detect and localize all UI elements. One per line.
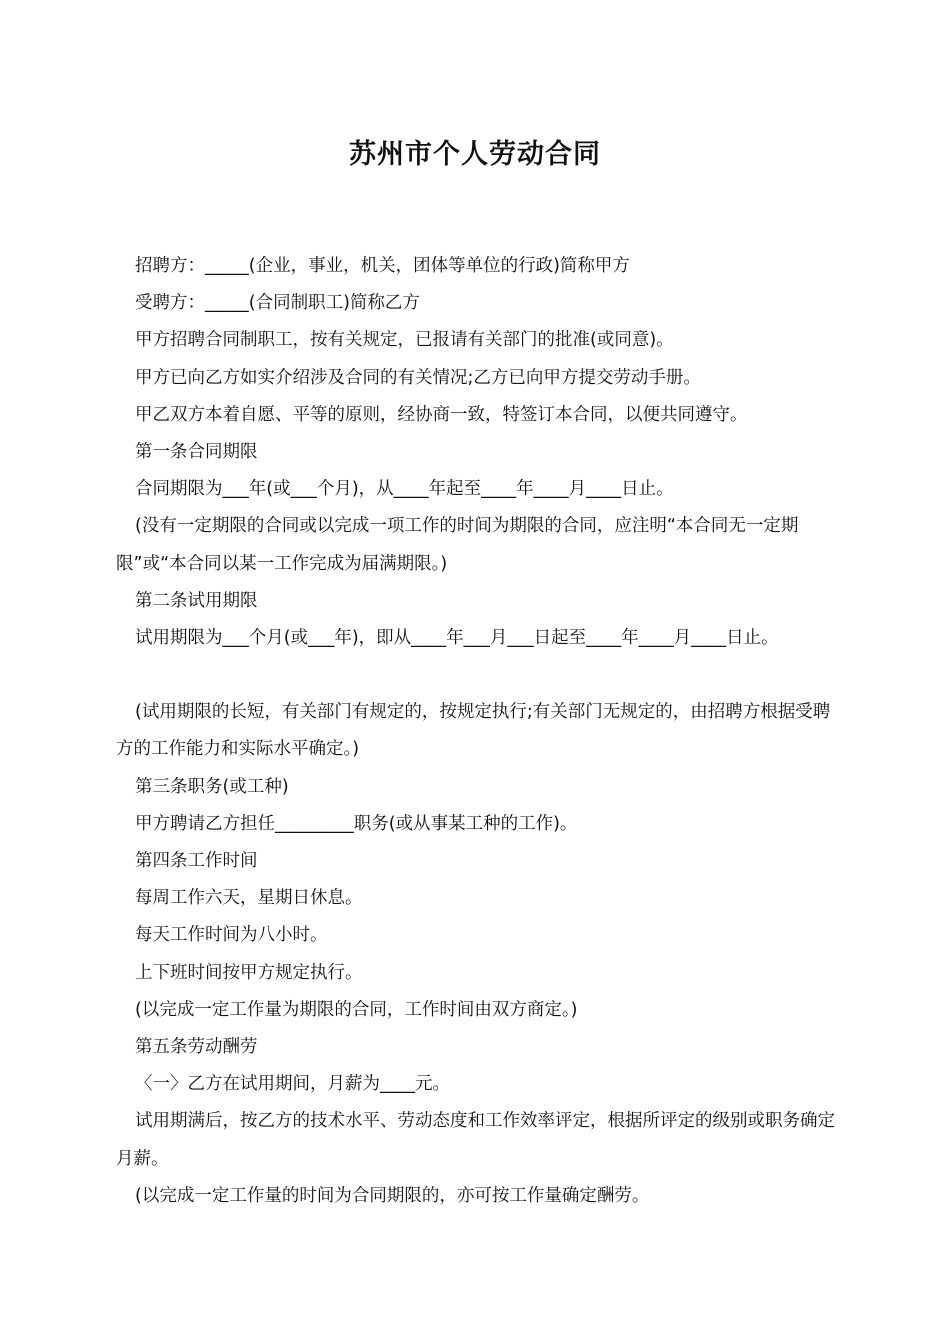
article-2-term: 试用期限为___个月(或___年)，即从____年___月___日起至____年____月____日止。 (135, 628, 779, 649)
article-1-note: (没有一定期限的合同或以完成一项工作的时间为期限的合同，应注明“本合同无一定期限”或“本合同以某一工作完成为届满期限。) (116, 516, 799, 574)
paragraph-agreement: 甲乙双方本着自愿、平等的原则，经协商一致，特签订本合同，以便共同遵守。 (135, 404, 748, 425)
blank-gap (116, 657, 846, 694)
article-2-note: (试用期限的长短，有关部门有规定的，按规定执行;有关部门无规定的，由招聘方根据受聘方的工作能力和实际水平确定。) (116, 702, 831, 760)
article-2-heading: 第二条试用期限 (135, 590, 258, 611)
article-4-note: (以完成一定工作量为期限的合同，工作时间由双方商定。) (135, 999, 578, 1020)
article-4-heading: 第四条工作时间 (135, 851, 258, 872)
document-body (116, 248, 846, 1215)
article-1-term: 合同期限为___年(或___个月)，从____年起至____年____月____日止。 (135, 479, 674, 500)
article-4-day: 每天工作时间为八小时。 (135, 925, 328, 946)
paragraph-approval: 甲方招聘合同制职工，按有关规定，已报请有关部门的批准(或同意)。 (135, 330, 674, 351)
article-5-heading: 第五条劳动酬劳 (135, 1037, 258, 1058)
paragraph-disclosure: 甲方已向乙方如实介绍涉及合同的有关情况;乙方已向甲方提交劳动手册。 (135, 367, 701, 388)
article-3-heading: 第三条职务(或工种) (135, 776, 289, 797)
article-4-week: 每周工作六天，星期日休息。 (135, 888, 363, 909)
paragraph-employee: 受聘方：_____(合同制职工)简称乙方 (135, 293, 420, 314)
article-3-position: 甲方聘请乙方担任_________职务(或从事某工种的工作)。 (135, 813, 578, 834)
article-1-heading: 第一条合同期限 (135, 442, 258, 463)
paragraph-employer: 招聘方：_____(企业，事业，机关，团体等单位的行政)简称甲方 (135, 256, 630, 276)
article-4-schedule: 上下班时间按甲方规定执行。 (135, 962, 363, 983)
document-title: 苏州市个人劳动合同 (349, 139, 601, 170)
article-5-trial-salary: 〈一〉乙方在试用期间，月薪为____元。 (135, 1074, 450, 1095)
article-5-after-trial: 试用期满后，按乙方的技术水平、劳动态度和工作效率评定，根据所评定的级别或职务确定月薪。 (116, 1111, 835, 1169)
article-5-note: (以完成一定工作量的时间为合同期限的，亦可按工作量确定酬劳。 (135, 1185, 650, 1206)
